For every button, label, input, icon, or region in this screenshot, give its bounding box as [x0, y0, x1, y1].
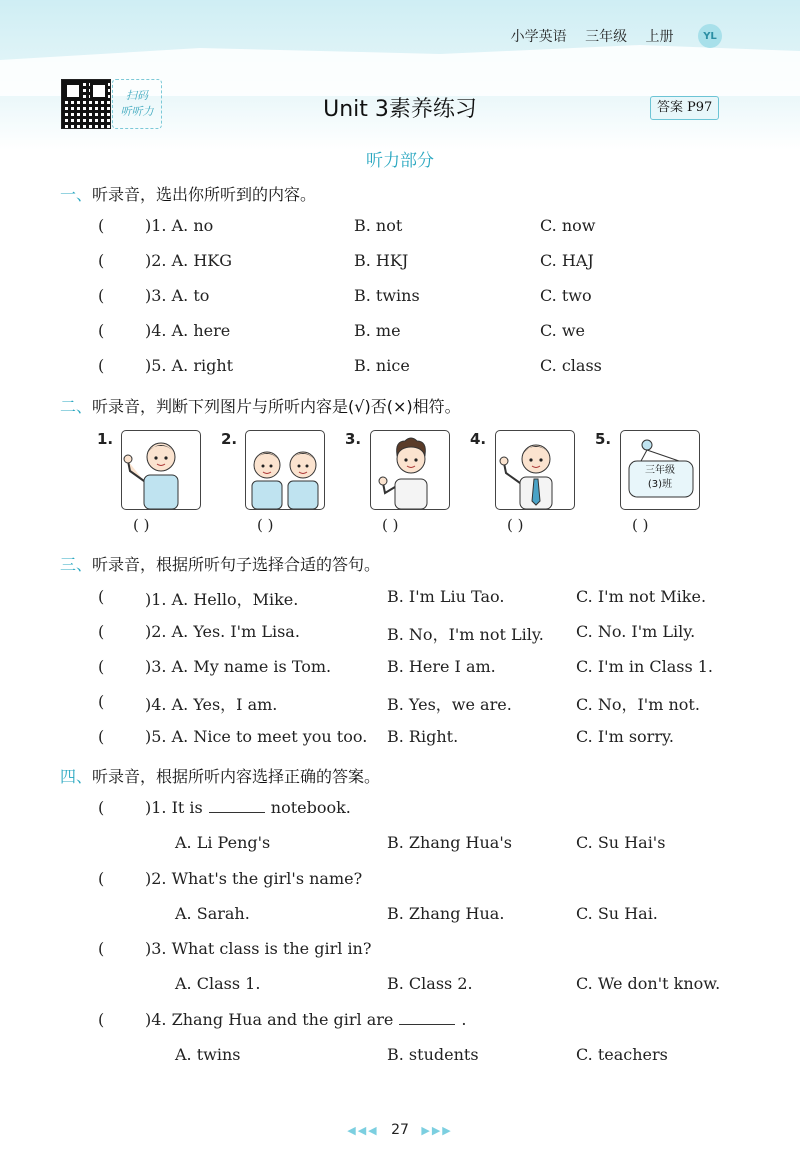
picture-answer-blank[interactable]: ( ) [382, 516, 399, 534]
question-text: )4. Zhang Hua and the girl are [145, 1009, 394, 1029]
question-row [0, 286, 800, 310]
question-row [0, 692, 800, 716]
answer-paren-open[interactable]: ( [98, 216, 105, 235]
picture-number: 2. [221, 430, 238, 448]
question-row [0, 727, 800, 751]
answer-paren-open[interactable]: ( [98, 321, 105, 340]
options-row [0, 1045, 800, 1069]
answer-paren-open[interactable]: ( [98, 622, 105, 641]
question-text-end: . [461, 1009, 467, 1029]
option-c: C. Su Hai. [576, 903, 658, 923]
option-c: C. two [540, 286, 592, 305]
fill-blank[interactable] [399, 1010, 455, 1025]
picture-number: 3. [345, 430, 362, 448]
option-c: C. I'm not Mike. [576, 587, 707, 606]
option-b: B. students [387, 1044, 479, 1064]
option-b: B. Zhang Hua's [387, 833, 512, 852]
answer-paren-open[interactable]: ( [98, 251, 105, 270]
answer-paren-open[interactable]: ( [98, 798, 105, 817]
picture-answer-blank[interactable]: ( ) [632, 516, 649, 534]
option-b: B. Here I am. [387, 657, 496, 676]
option-b: B. nice [354, 356, 410, 375]
question-row [0, 587, 800, 611]
question-stem [145, 869, 362, 888]
picture-answer-blank[interactable]: ( ) [257, 516, 274, 534]
answer-paren-open[interactable]: ( [98, 657, 105, 676]
picture-class-sign [620, 430, 700, 510]
section1-title: 听录音，选出你所听到的内容。 [92, 185, 317, 204]
section1-heading [60, 182, 316, 205]
section2-heading [60, 394, 461, 417]
section4-number: 四、 [60, 767, 93, 786]
question-stem-row [0, 939, 800, 963]
answer-paren-open[interactable]: ( [98, 727, 105, 746]
option-b: B. I'm Liu Tao. [387, 587, 505, 606]
twin-boys-icon [246, 431, 324, 509]
fill-blank[interactable] [209, 798, 265, 813]
option-b: B. HKJ [354, 251, 409, 270]
picture-answer-blank[interactable]: ( ) [133, 516, 150, 534]
option-c: C. now [540, 216, 596, 235]
option-a: )5. A. right [145, 356, 234, 375]
footer-arrows-left: ◀◀◀ [347, 1124, 379, 1137]
option-b: B. twins [354, 286, 420, 305]
answer-paren-open[interactable]: ( [98, 692, 105, 711]
question-row [0, 622, 800, 646]
section2-title: 听录音，判断下列图片与所听内容是(√)否(×)相符。 [92, 397, 461, 416]
answer-label: 答案 [657, 100, 684, 115]
question-stem-row [0, 1010, 800, 1034]
answer-paren-open[interactable]: ( [98, 587, 105, 606]
answer-page-badge[interactable] [650, 96, 719, 120]
answer-paren-open[interactable]: ( [98, 939, 105, 958]
section3-heading [60, 552, 380, 575]
option-c: C. teachers [576, 1044, 668, 1064]
boy-waving-icon [122, 431, 200, 509]
question-row [0, 321, 800, 345]
page-footer [0, 1122, 800, 1138]
answer-page-number: P97 [687, 100, 713, 115]
picture-number: 5. [595, 430, 612, 448]
question-stem-row [0, 798, 800, 822]
option-a: A. Sarah. [175, 903, 250, 923]
section1-number: 一、 [60, 185, 93, 204]
question-row [0, 251, 800, 275]
option-a: )4. A. here [145, 321, 231, 340]
header-tags [497, 26, 716, 46]
option-c: C. I'm sorry. [576, 727, 674, 746]
section2-number: 二、 [60, 397, 93, 416]
subject-label: 小学英语 [510, 29, 567, 45]
option-a: )5. A. Nice to meet you too. [145, 727, 368, 746]
option-b: B. not [354, 216, 403, 235]
page-title: Unit 3素养练习 [323, 97, 477, 122]
class-sign-text [621, 464, 699, 492]
listening-part-title: 听力部分 [366, 151, 434, 171]
question-text: )1. It is [145, 798, 203, 817]
section3-title: 听录音，根据所听句子选择合适的答句。 [92, 555, 381, 574]
scan-line-2: 听听力 [120, 105, 154, 118]
section4-title: 听录音，根据所听内容选择正确的答案。 [92, 767, 381, 786]
section4-heading [60, 764, 380, 787]
option-b: B. Right. [387, 727, 459, 746]
option-c: C. we [540, 321, 586, 340]
answer-paren-open[interactable]: ( [98, 1009, 105, 1029]
scan-line-1: 扫码 [126, 89, 148, 102]
footer-arrows-right: ▶▶▶ [421, 1124, 453, 1137]
term-label: 上册 [645, 29, 674, 45]
question-row [0, 216, 800, 240]
option-a: )3. A. to [145, 286, 210, 305]
options-row [0, 974, 800, 998]
answer-paren-open[interactable]: ( [98, 868, 105, 888]
page-number: 27 [391, 1122, 409, 1138]
section3-number: 三、 [60, 555, 93, 574]
option-a: A. twins [175, 1044, 241, 1064]
option-a: )4. A. Yes，I am. [145, 695, 278, 714]
picture-answer-blank[interactable]: ( ) [507, 516, 524, 534]
option-c: C. I'm in Class 1. [576, 657, 713, 676]
question-stem [145, 798, 351, 817]
option-b: B. Class 2. [387, 974, 473, 993]
curly-hair-boy-icon [371, 431, 449, 509]
picture-twin-boys [245, 430, 325, 510]
option-b: B. me [354, 321, 401, 340]
class-sign-class: (3)班 [647, 479, 673, 490]
option-c: C. class [540, 356, 602, 375]
question-text: )3. What class is the girl in? [145, 939, 372, 958]
question-stem-row [0, 869, 800, 893]
option-a: )3. A. My name is Tom. [145, 657, 332, 676]
option-a: A. Class 1. [175, 974, 261, 993]
question-text: )2. What's the girl's name? [145, 868, 363, 888]
picture-curly-boy [370, 430, 450, 510]
option-a: )1. A. Hello，Mike. [145, 590, 299, 609]
question-stem [145, 1010, 467, 1029]
boy-with-tie-icon [496, 431, 574, 509]
grade-label: 三年级 [585, 29, 628, 45]
option-c: C. No. I'm Lily. [576, 622, 696, 641]
option-b: B. Zhang Hua. [387, 903, 505, 923]
question-row [0, 657, 800, 681]
option-b: B. No，I'm not Lily. [387, 625, 544, 644]
picture-number: 1. [97, 430, 114, 448]
option-a: )2. A. HKG [145, 251, 233, 270]
picture-number: 4. [470, 430, 487, 448]
answer-paren-open[interactable]: ( [98, 286, 105, 305]
option-a: )2. A. Yes. I'm Lisa. [145, 622, 300, 641]
option-a: )1. A. no [145, 216, 214, 235]
question-row [0, 356, 800, 380]
picture-boy-waving [121, 430, 201, 510]
option-c: C. Su Hai's [576, 833, 666, 852]
option-a: A. Li Peng's [175, 833, 271, 852]
option-c: C. No，I'm not. [576, 695, 700, 714]
picture-boy-tie [495, 430, 575, 510]
yl-badge: YL [698, 24, 722, 48]
question-text-end: notebook. [270, 798, 351, 817]
answer-paren-open[interactable]: ( [98, 356, 105, 375]
option-c: C. HAJ [540, 251, 594, 270]
class-sign-grade: 三年级 [645, 465, 675, 476]
options-row [0, 904, 800, 928]
question-stem [145, 939, 371, 958]
option-c: C. We don't know. [576, 974, 721, 993]
option-b: B. Yes，we are. [387, 695, 512, 714]
options-row [0, 833, 800, 857]
